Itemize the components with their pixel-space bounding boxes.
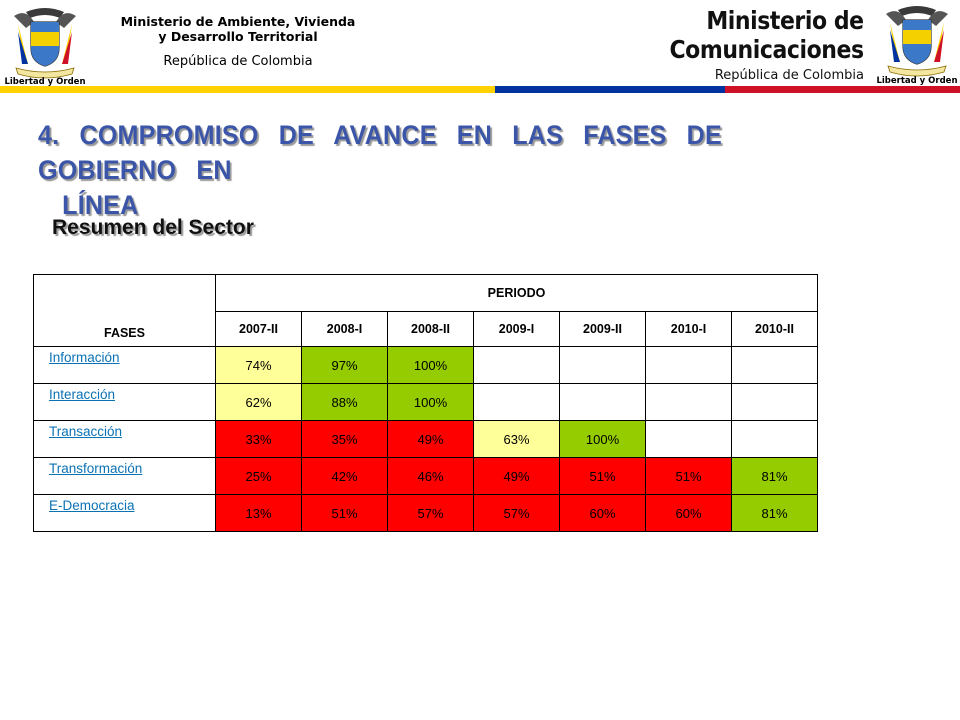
table-row <box>34 384 818 421</box>
value-cell <box>560 347 646 384</box>
ministry-comunicaciones-header <box>643 6 864 83</box>
period-header-2010-i: 2010-I <box>646 312 732 347</box>
value-cell: 49% <box>474 458 560 495</box>
flag-stripe <box>0 86 960 93</box>
page-title-line1: 4. COMPROMISO DE AVANCE EN LAS FASES DE GOBIERNO EN <box>38 120 722 185</box>
value-cell: 25% <box>216 458 302 495</box>
table-row <box>34 347 818 384</box>
value-cell: 81% <box>732 458 818 495</box>
value-cell <box>646 421 732 458</box>
colombia-coat-of-arms-right <box>876 2 958 86</box>
value-cell <box>474 347 560 384</box>
value-cell: 63% <box>474 421 560 458</box>
value-cell: 51% <box>560 458 646 495</box>
value-cell <box>732 421 818 458</box>
value-cell: 97% <box>302 347 388 384</box>
period-header-2008-ii: 2008-II <box>388 312 474 347</box>
fase-name-cell <box>34 347 216 384</box>
value-cell: 42% <box>302 458 388 495</box>
ministry-ambiente-header <box>98 14 378 69</box>
value-cell: 49% <box>388 421 474 458</box>
fase-name-cell <box>34 495 216 532</box>
value-cell: 57% <box>474 495 560 532</box>
fase-link[interactable]: Transacción <box>49 424 123 439</box>
fases-header: FASES <box>34 275 216 347</box>
period-header-2007-ii: 2007-II <box>216 312 302 347</box>
republica-label-right: República de Colombia <box>714 68 864 83</box>
flag-stripe-yellow <box>0 86 495 93</box>
value-cell <box>646 347 732 384</box>
fase-link[interactable]: Transformación <box>49 461 143 476</box>
value-cell: 81% <box>732 495 818 532</box>
value-cell <box>646 384 732 421</box>
value-cell: 100% <box>388 347 474 384</box>
value-cell: 57% <box>388 495 474 532</box>
fase-link[interactable]: Interacción <box>49 387 116 402</box>
period-header-2008-i: 2008-I <box>302 312 388 347</box>
value-cell: 88% <box>302 384 388 421</box>
periodo-header: PERIODO <box>216 275 818 312</box>
page-title-line2: LÍNEA <box>62 190 139 220</box>
value-cell: 74% <box>216 347 302 384</box>
ministry-comunicaciones-line1: Ministerio de <box>706 6 864 35</box>
svg-text:Libertad y Orden: Libertad y Orden <box>876 76 958 86</box>
value-cell <box>560 384 646 421</box>
value-cell <box>732 384 818 421</box>
value-cell <box>474 384 560 421</box>
ministry-ambiente-line1: Ministerio de Ambiente, Vivienda <box>120 14 356 29</box>
fase-name-cell <box>34 421 216 458</box>
value-cell <box>732 347 818 384</box>
table-row <box>34 458 818 495</box>
value-cell: 100% <box>388 384 474 421</box>
section-subtitle: Resumen del Sector <box>52 216 254 239</box>
svg-text:Libertad y Orden: Libertad y Orden <box>4 77 86 86</box>
value-cell: 13% <box>216 495 302 532</box>
value-cell: 51% <box>302 495 388 532</box>
value-cell: 46% <box>388 458 474 495</box>
fase-name-cell <box>34 458 216 495</box>
period-header-2010-ii: 2010-II <box>732 312 818 347</box>
table-row <box>34 495 818 532</box>
flag-stripe-blue <box>495 86 725 93</box>
fases-table <box>33 274 818 532</box>
period-header-2009-ii: 2009-II <box>560 312 646 347</box>
ministry-ambiente-line2: y Desarrollo Territorial <box>158 29 318 44</box>
republica-label-left: República de Colombia <box>163 54 313 69</box>
fase-link[interactable]: Información <box>49 350 120 365</box>
fase-name-cell <box>34 384 216 421</box>
colombia-coat-of-arms-left <box>4 2 86 86</box>
value-cell: 35% <box>302 421 388 458</box>
value-cell: 60% <box>560 495 646 532</box>
value-cell: 62% <box>216 384 302 421</box>
value-cell: 100% <box>560 421 646 458</box>
value-cell: 60% <box>646 495 732 532</box>
fases-table-body <box>34 347 818 532</box>
page-title <box>38 118 856 223</box>
value-cell: 51% <box>646 458 732 495</box>
value-cell: 33% <box>216 421 302 458</box>
ministry-comunicaciones-line2: Comunicaciones <box>669 35 864 64</box>
flag-stripe-red <box>725 86 960 93</box>
period-header-2009-i: 2009-I <box>474 312 560 347</box>
table-row <box>34 421 818 458</box>
fase-link[interactable]: E-Democracia <box>49 498 135 513</box>
